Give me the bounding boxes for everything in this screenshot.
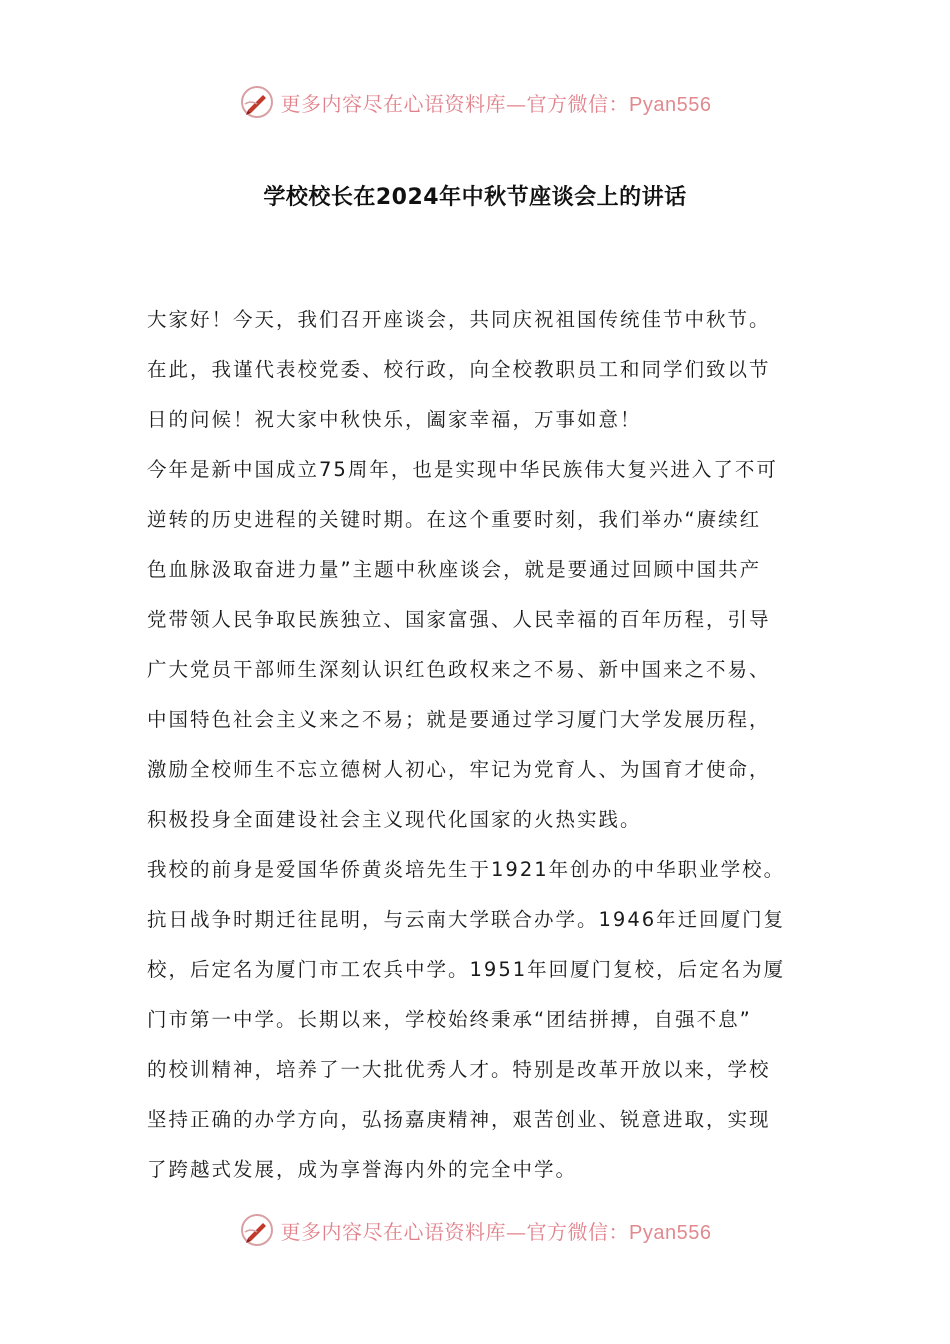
page-title: 学校校长在2024年中秋节座谈会上的讲话 bbox=[263, 185, 687, 210]
wechat-id: Pyan556 bbox=[629, 93, 712, 116]
text-line: 日的问候！祝大家中秋快乐，阖家幸福，万事如意！ bbox=[147, 408, 642, 431]
wechat-id: Pyan556 bbox=[629, 1221, 712, 1244]
header-banner bbox=[0, 82, 950, 122]
text-line: 抗日战争时期迁往昆明，与云南大学联合办学。1946年迁回厦门复 bbox=[147, 908, 786, 931]
text-line: 激励全校师生不忘立德树人初心，牢记为党育人、为国育才使命， bbox=[147, 758, 771, 781]
text-line: 大家好！今天，我们召开座谈会，共同庆祝祖国传统佳节中秋节。 bbox=[147, 308, 771, 331]
text-line: 了跨越式发展，成为享誉海内外的完全中学。 bbox=[147, 1158, 578, 1181]
text-line: 积极投身全面建设社会主义现代化国家的火热实践。 bbox=[147, 808, 642, 831]
paragraph-2 bbox=[147, 445, 807, 845]
banner-text: 更多内容尽在心语资料库—官方微信： bbox=[280, 91, 630, 116]
paragraph-3 bbox=[147, 845, 807, 1195]
paragraph-1 bbox=[147, 295, 807, 445]
text-line: 中国特色社会主义来之不易；就是要通过学习厦门大学发展历程， bbox=[147, 708, 771, 731]
text-line: 在此，我谨代表校党委、校行政，向全校教职员工和同学们致以节 bbox=[147, 358, 771, 381]
banner-text: 更多内容尽在心语资料库—官方微信： bbox=[280, 1219, 630, 1244]
pen-logo-icon bbox=[239, 1212, 275, 1248]
text-line: 广大党员干部师生深刻认识红色政权来之不易、新中国来之不易、 bbox=[147, 658, 771, 681]
text-line: 的校训精神，培养了一大批优秀人才。特别是改革开放以来，学校 bbox=[147, 1058, 771, 1081]
text-line: 坚持正确的办学方向，弘扬嘉庚精神，艰苦创业、锐意进取，实现 bbox=[147, 1108, 771, 1131]
text-line: 色血脉汲取奋进力量”主题中秋座谈会，就是要通过回顾中国共产 bbox=[147, 558, 762, 581]
text-line: 逆转的历史进程的关键时期。在这个重要时刻，我们举办“赓续红 bbox=[147, 508, 762, 531]
text-line: 党带领人民争取民族独立、国家富强、人民幸福的百年历程，引导 bbox=[147, 608, 771, 631]
text-line: 校，后定名为厦门市工农兵中学。1951年回厦门复校，后定名为厦 bbox=[147, 958, 786, 981]
footer-banner bbox=[0, 1210, 950, 1250]
speech-body bbox=[147, 295, 807, 1195]
text-line: 门市第一中学。长期以来，学校始终秉承“团结拼搏，自强不息” bbox=[147, 1008, 752, 1031]
pen-logo-icon bbox=[239, 84, 275, 120]
text-line: 我校的前身是爱国华侨黄炎培先生于1921年创办的中华职业学校。 bbox=[147, 858, 786, 881]
text-line: 今年是新中国成立75周年，也是实现中华民族伟大复兴进入了不可 bbox=[147, 458, 778, 481]
